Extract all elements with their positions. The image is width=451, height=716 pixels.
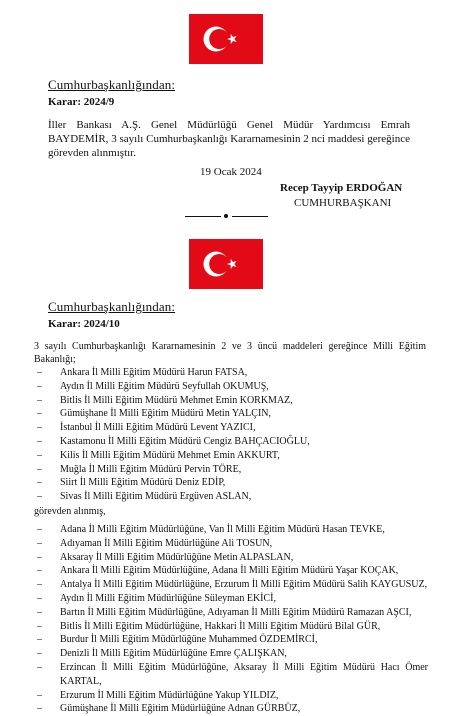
list-dash: – [37, 422, 42, 434]
list-dash: – [37, 648, 42, 660]
list-item [20, 421, 426, 435]
list-item-text: Ankara İl Milli Eğitim Müdürlüğüne, Adana İl Milli Eğitim Müdürü Yaşar KOÇAK, [60, 565, 399, 577]
list-dash: – [37, 367, 42, 378]
list-item-text: Bitlis İl Milli Eğitim Müdürü Mehmet Emin KORKMAZ, [60, 394, 293, 406]
list-dash: – [37, 661, 42, 673]
list-item-text: Muğla İl Milli Eğitim Müdürü Pervin TÖRE, [60, 463, 242, 475]
list-item [20, 523, 428, 537]
list-item-text: Bartın İl Milli Eğitim Müdürlüğüne, Adıyaman İl Milli Eğitim Müdürü Ramazan AŞCI, [60, 606, 412, 618]
list-dash: – [37, 565, 42, 577]
list-item-text: Adana İl Milli Eğitim Müdürlüğüne, Van İl Milli Eğitim Müdürü Hasan TEVKE, [60, 524, 385, 535]
list-item-text: Denizli İl Milli Eğitim Müdürlüğüne Emre ÇALIŞKAN, [60, 648, 287, 660]
list-item [20, 564, 428, 578]
list-item-text: Antalya İl Milli Eğitim Müdürlüğüne, Erzurum İl Milli Eğitim Müdürü Salih KAYGUSUZ, [60, 579, 428, 591]
list-item-text: Ankara İl Milli Eğitim Müdürü Harun FATSA, [60, 367, 248, 378]
turkish-flag-icon [189, 239, 263, 289]
decision-intro: 3 sayılı Cumhurbaşkanlığı Kararnamesinin 2 ve 3 üncü maddeleri gereğince Milli Eğitim Bakanlığı; [34, 341, 426, 365]
decision-number: Karar: 2024/10 [48, 318, 120, 330]
signer-name: Recep Tayyip ERDOĞAN [280, 182, 403, 194]
list-item-text: Erzurum İl Milli Eğitim Müdürlüğüne Yakup YILDIZ, [60, 689, 279, 701]
list-dash: – [37, 463, 42, 475]
list-item-text: Siirt İl Milli Eğitim Müdürü Deniz EDİP, [60, 477, 226, 489]
list-item [20, 551, 428, 565]
list-dash: – [37, 634, 42, 646]
dismissed-suffix: görevden alınmış, [34, 506, 106, 517]
list-item [20, 490, 426, 504]
dismissed-list [20, 366, 426, 504]
list-item [20, 463, 426, 477]
list-dash: – [37, 449, 42, 461]
list-dash: – [37, 394, 42, 406]
separator-line-left [185, 216, 221, 217]
list-dash: – [37, 592, 42, 604]
list-dash: – [37, 408, 42, 420]
list-item [20, 633, 428, 647]
signer-title: CUMHURBAŞKANI [294, 197, 392, 209]
list-item [20, 537, 428, 551]
list-item [20, 702, 428, 716]
list-item-text: Bitlis İl Milli Eğitim Müdürlüğüne, Hakkari İl Milli Eğitim Müdürü Bilal GÜR, [60, 620, 381, 632]
list-dash: – [37, 703, 42, 715]
presidency-heading: Cumhurbaşkanlığından: [48, 299, 176, 314]
list-dash: – [37, 524, 42, 535]
list-dash: – [37, 579, 42, 591]
list-item [20, 366, 426, 380]
list-dash: – [37, 491, 42, 503]
list-item-text: İstanbul İl Milli Eğitim Müdürü Levent YAZICI, [60, 422, 256, 434]
separator-line-right [232, 216, 268, 217]
list-item [20, 476, 426, 490]
list-item [20, 449, 426, 463]
list-dash: – [37, 435, 42, 447]
list-item-text: Kastamonu İl Milli Eğitim Müdürü Cengiz BAHÇACIOĞLU, [60, 435, 310, 447]
list-dash: – [37, 689, 42, 701]
list-item [20, 620, 428, 634]
presidency-heading: Cumhurbaşkanlığından: [48, 77, 176, 92]
list-item [20, 592, 428, 606]
decision-date: 19 Ocak 2024 [200, 166, 262, 178]
list-item-text: Aksaray İl Milli Eğitim Müdürlüğüne Metin ALPASLAN, [60, 551, 294, 563]
list-dash: – [37, 537, 42, 549]
list-item-text: Burdur İl Milli Eğitim Müdürlüğüne Muhammed ÖZDEMİRCİ, [60, 634, 318, 646]
list-item [20, 647, 428, 661]
list-item-text: Gümüşhane İl Milli Eğitim Müdürlüğüne Adnan GÜRBÜZ, [60, 703, 301, 715]
list-item-text: Erzincan İl Milli Eğitim Müdürlüğüne, Aksaray İl Milli Eğitim Müdürü Hacı Ömer KARTAL, [60, 661, 428, 687]
list-item-text: Adıyaman İl Milli Eğitim Müdürlüğüne Ali TOSUN, [60, 537, 273, 549]
appointed-list [20, 523, 428, 716]
list-item [20, 407, 426, 421]
list-item-text: Aydın İl Milli Eğitim Müdürü Seyfullah OKUMUŞ, [60, 380, 269, 392]
list-item [20, 394, 426, 408]
decision-number: Karar: 2024/9 [48, 96, 115, 108]
separator-dot-icon [224, 214, 228, 218]
list-item-text: Aydın İl Milli Eğitim Müdürlüğüne Süleyman EKİCİ, [60, 592, 277, 604]
list-item-text: Gümüşhane İl Milli Eğitim Müdürü Metin YALÇIN, [60, 408, 272, 420]
turkish-flag-icon [189, 14, 263, 64]
list-item [20, 606, 428, 620]
list-dash: – [37, 477, 42, 489]
list-item [20, 435, 426, 449]
list-item [20, 380, 426, 394]
list-dash: – [37, 380, 42, 392]
list-item [20, 578, 428, 592]
list-dash: – [37, 551, 42, 563]
list-item-text: Kilis İl Milli Eğitim Müdürü Mehmet Emin AKKURT, [60, 449, 280, 461]
list-item [20, 661, 428, 689]
decision-text: İller Bankası A.Ş. Genel Müdürlüğü Genel Müdür Yardımcısı Emrah BAYDEMİR, 3 sayılı Cumhurbaşkanlığı Kararnamesinin 2 nci maddesi gereğince görevden alınmıştır. [48, 119, 410, 159]
list-item [20, 689, 428, 703]
list-dash: – [37, 606, 42, 618]
list-item-text: Sivas İl Milli Eğitim Müdürü Ergüven ASLAN, [60, 491, 252, 503]
list-dash: – [37, 620, 42, 632]
